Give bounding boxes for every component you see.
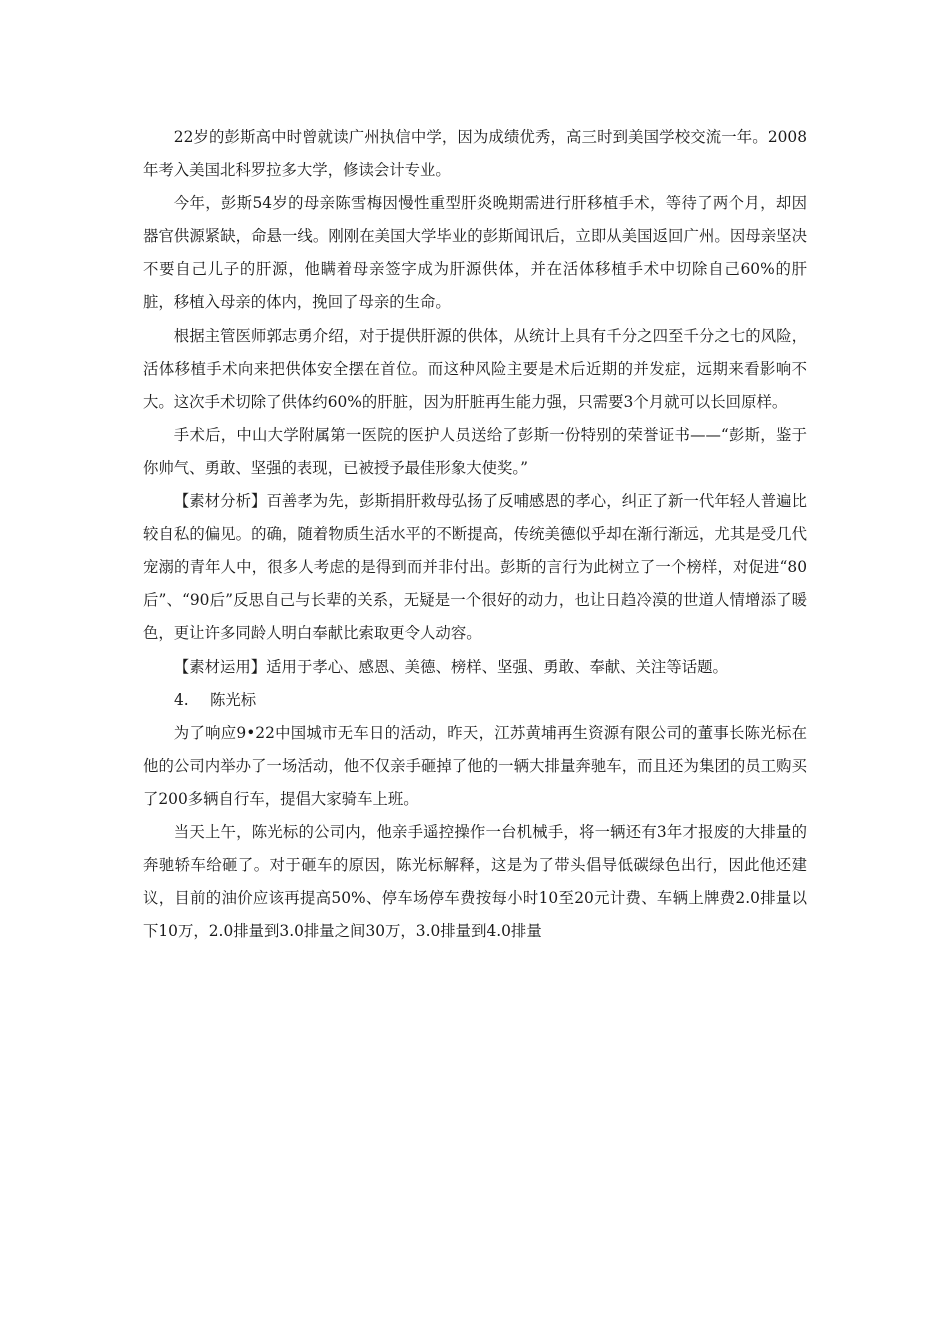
material-usage-tag: 【素材运用】 [173, 657, 267, 676]
section-title: 陈光标 [210, 690, 257, 709]
material-analysis [143, 485, 807, 650]
paragraph-car-free-day: 为了响应9•22中国城市无车日的活动，昨天，江苏黄埔再生资源有限公司的董事长陈光标在他的公司内举办了一场活动，他不仅亲手砸掉了他的一辆大排量奔驰车，而且还为集团的员工购买了200多辆自行车，提倡大家骑车上班。 [143, 723, 807, 808]
paragraph-pengsi-background: 22岁的彭斯高中时曾就读广州执信中学，因为成绩优秀，高三时到美国学校交流一年。2008年考入美国北科罗拉多大学，修读会计专业。 [143, 128, 807, 180]
section-heading-chen-guangbiao [143, 684, 807, 717]
section-number: 4. [174, 690, 189, 709]
material-analysis-tag: 【素材分析】 [173, 492, 267, 511]
document-page [143, 121, 807, 948]
material-usage-text: 适用于孝心、感恩、美德、榜样、坚强、勇敢、奉献、关注等话题。 [266, 657, 728, 676]
paragraph-doctor-comment: 根据主管医师郭志勇介绍，对于提供肝源的供体，从统计上具有千分之四至千分之七的风险，活体移植手术向来把供体安全摆在首位。而这种风险主要是术后近期的并发症，远期来看影响不大。这次手术切除了供体约60%的肝脏，因为肝脏再生能力强，只需要3个月就可以长回原样。 [143, 326, 807, 411]
material-analysis-text: 百善孝为先，彭斯捐肝救母弘扬了反哺感恩的孝心，纠正了新一代年轻人普遍比较自私的偏见。的确，随着物质生活水平的不断提高，传统美德似乎却在渐行渐远，尤其是受几代宠溺的青年人中，很多人考虑的是得到而并非付出。彭斯的言行为此树立了一个榜样，对促进“80后”、“90后”反思自己与长辈的关系，无疑是一个很好的动力，也让日趋冷漠的世道人情增添了暖色，更让许多同龄人明白奉献比索取更令人动容。 [143, 492, 807, 643]
paragraph-smashing-car: 当天上午，陈光标的公司内，他亲手遥控操作一台机械手，将一辆还有3年才报废的大排量的奔驰轿车给砸了。对于砸车的原因，陈光标解释，这是为了带头倡导低碳绿色出行，因此他还建议，目前的油价应该再提高50%、停车场停车费按每小时10至20元计费、车辆上牌费2.0排量以下10万，2.0排量到3.0排量之间30万，3.0排量到4.0排量 [143, 822, 807, 941]
material-usage [143, 651, 807, 684]
paragraph-liver-transplant: 今年，彭斯54岁的母亲陈雪梅因慢性重型肝炎晚期需进行肝移植手术，等待了两个月，却因器官供源紧缺，命悬一线。刚刚在美国大学毕业的彭斯闻讯后，立即从美国返回广州。因母亲坚决不要自己儿子的肝源，他瞒着母亲签字成为肝源供体，并在活体移植手术中切除自己60%的肝脏，移植入母亲的体内，挽回了母亲的生命。 [143, 194, 807, 312]
paragraph-honor-certificate: 手术后，中山大学附属第一医院的医护人员送给了彭斯一份特别的荣誉证书——“彭斯，鉴于你帅气、勇敢、坚强的表现，已被授予最佳形象大使奖。” [143, 425, 807, 477]
